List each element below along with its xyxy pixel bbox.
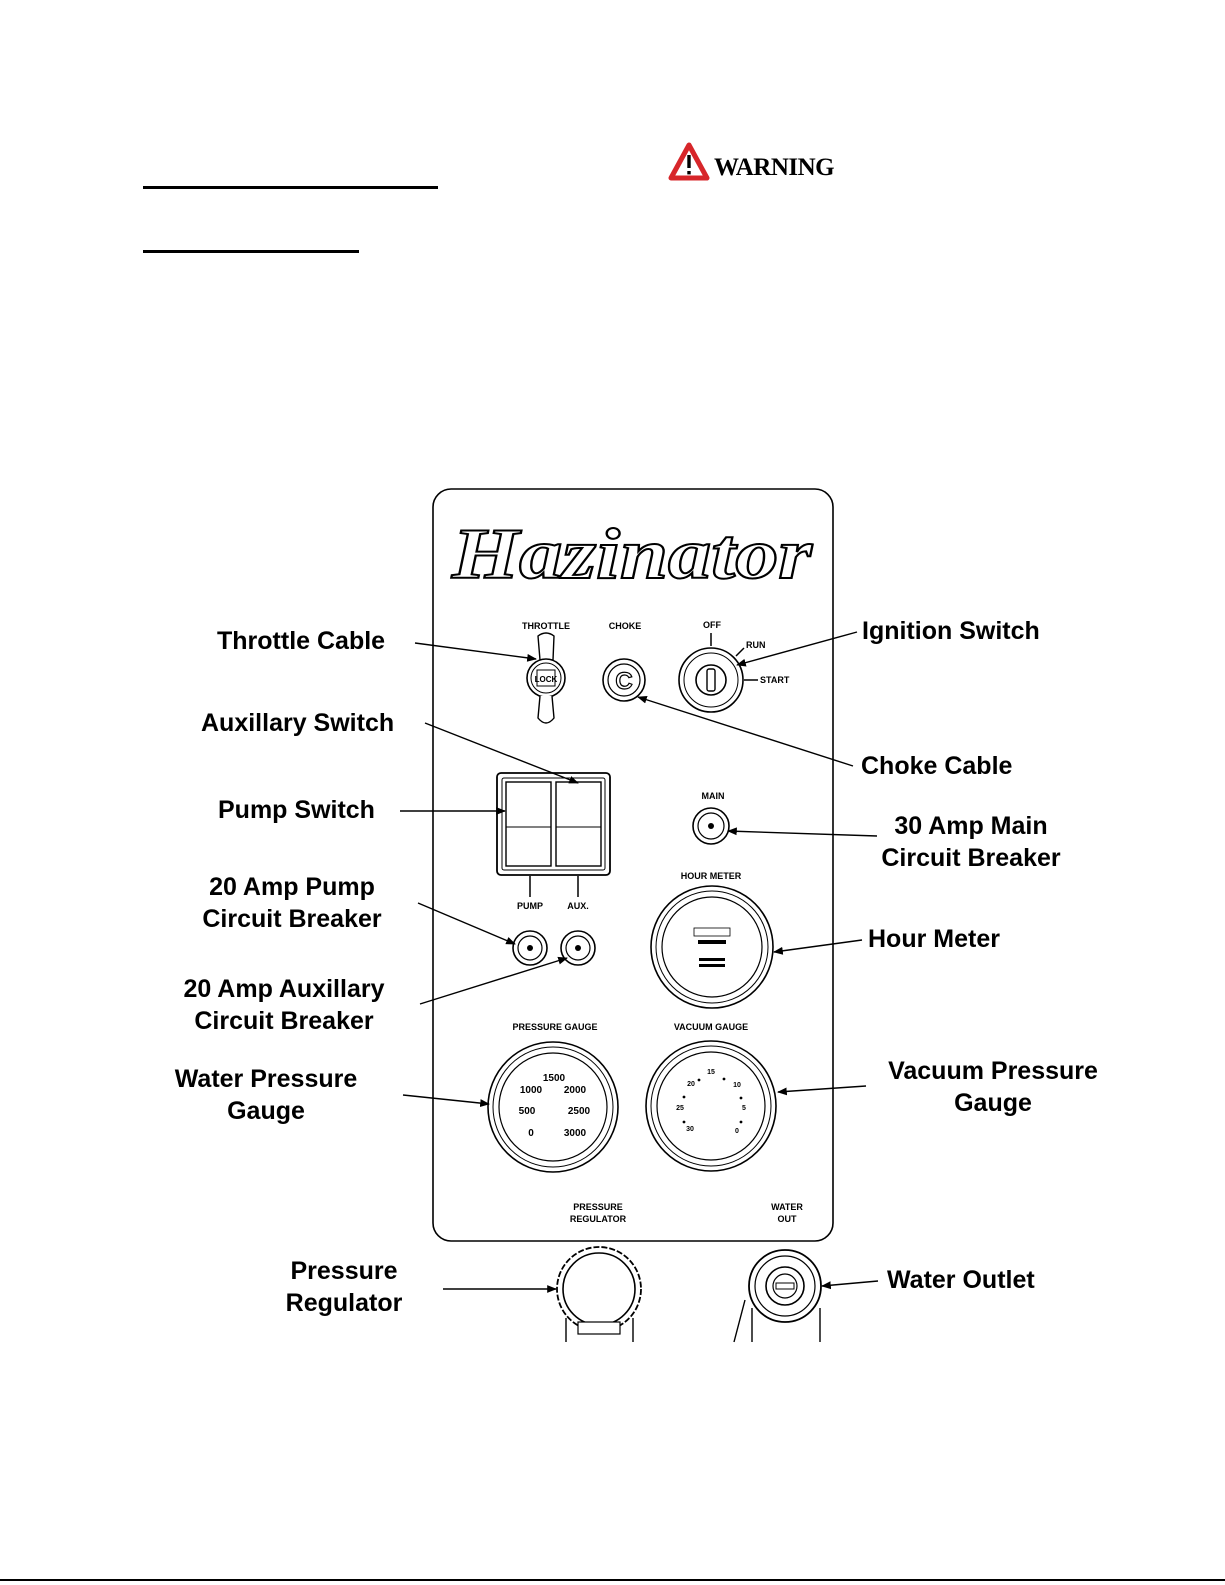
callout-pump-breaker-line-1: 20 Amp Pump	[209, 873, 375, 901]
pressure-tick-1500: 1500	[542, 1073, 566, 1084]
pressure-gauge-panel-label: PRESSURE GAUGE	[512, 1022, 598, 1032]
ignition-off-label: OFF	[703, 620, 721, 630]
callout-auxillary-circuit-breaker	[164, 973, 404, 1037]
pump-circuit-breaker[interactable]	[513, 931, 547, 965]
callout-throttle-cable: Throttle Cable	[217, 627, 386, 655]
vacuum-tick-15: 15	[707, 1069, 715, 1076]
callout-vacuum-pressure-line-1: Vacuum Pressure	[888, 1057, 1098, 1085]
vacuum-tick-5: 5	[742, 1105, 746, 1112]
pressure-regulator-panel-label-1: PRESSURE	[573, 1202, 623, 1212]
lock-label: LOCK	[534, 675, 558, 684]
callout-pump-circuit-breaker	[182, 871, 402, 935]
callout-water-outlet: Water Outlet	[887, 1266, 1035, 1294]
water-out-panel-label-1: WATER	[771, 1202, 803, 1212]
pump-rocker-switch[interactable]	[506, 782, 551, 866]
pressure-tick-0: 0	[528, 1128, 534, 1139]
vacuum-tick-20: 20	[687, 1081, 695, 1088]
throttle-knob[interactable]	[527, 633, 565, 723]
callout-water-pressure-line-1: Water Pressure	[174, 1065, 358, 1093]
callout-water-pressure-gauge	[156, 1063, 376, 1127]
vacuum-tick-10: 10	[733, 1082, 741, 1089]
leader-lines	[400, 632, 878, 1289]
water-outlet[interactable]	[734, 1250, 821, 1342]
callout-water-pressure-line-2: Gauge	[227, 1097, 305, 1125]
ignition-start-label: START	[760, 675, 790, 685]
page-bottom-rule	[0, 1579, 1225, 1581]
pressure-regulator-panel-label-2: REGULATOR	[569, 1214, 627, 1224]
water-out-panel-label-2: OUT	[777, 1214, 797, 1224]
aux-panel-label: AUX.	[567, 901, 589, 911]
throttle-panel-label: THROTTLE	[522, 621, 570, 631]
warning-label: WARNING	[714, 154, 835, 181]
callout-main-breaker-line-1: 30 Amp Main	[894, 812, 1048, 840]
pressure-regulator-knob[interactable]	[557, 1247, 641, 1342]
pressure-tick-500: 500	[518, 1106, 536, 1117]
hour-meter	[651, 886, 773, 1008]
auxillary-circuit-breaker[interactable]	[561, 931, 595, 965]
vacuum-tick-25: 25	[676, 1105, 684, 1112]
choke-panel-label: CHOKE	[608, 621, 642, 631]
callout-ignition-switch: Ignition Switch	[862, 617, 1040, 645]
vacuum-pressure-gauge	[646, 1041, 776, 1171]
water-pressure-gauge	[488, 1042, 618, 1172]
callout-main-circuit-breaker	[856, 810, 1086, 874]
callout-pressure-regulator	[264, 1255, 424, 1319]
callout-pressure-regulator-line-2: Regulator	[285, 1289, 403, 1317]
ignition-switch[interactable]	[679, 648, 743, 712]
main-panel-label: MAIN	[701, 791, 725, 801]
callout-aux-breaker-line-1: 20 Amp Auxillary	[183, 975, 385, 1003]
choke-knob[interactable]	[603, 659, 645, 701]
vacuum-tick-0: 0	[735, 1128, 739, 1135]
vacuum-gauge-panel-label: VACUUM GAUGE	[673, 1022, 749, 1032]
auxillary-rocker-switch[interactable]	[556, 782, 601, 866]
callout-vacuum-pressure-gauge	[868, 1055, 1118, 1119]
main-circuit-breaker[interactable]	[693, 808, 729, 844]
choke-knob-letter: C	[615, 668, 633, 695]
pump-panel-label: PUMP	[516, 901, 544, 911]
callout-main-breaker-line-2: Circuit Breaker	[881, 844, 1061, 872]
callout-pressure-regulator-line-1: Pressure	[290, 1257, 398, 1285]
pressure-tick-1000: 1000	[519, 1085, 543, 1096]
callout-aux-breaker-line-2: Circuit Breaker	[194, 1007, 374, 1035]
hour-meter-panel-label: HOUR METER	[680, 871, 742, 881]
callout-hour-meter: Hour Meter	[868, 925, 1000, 953]
pressure-tick-3000: 3000	[563, 1128, 587, 1139]
pressure-tick-2500: 2500	[567, 1106, 591, 1117]
callout-pump-switch: Pump Switch	[218, 796, 375, 824]
callout-pump-breaker-line-2: Circuit Breaker	[202, 905, 382, 933]
vacuum-tick-30: 30	[686, 1126, 694, 1133]
callout-vacuum-pressure-line-2: Gauge	[954, 1089, 1032, 1117]
ignition-run-label: RUN	[746, 640, 766, 650]
hazinator-logo: Hazinator	[450, 514, 814, 594]
pressure-tick-2000: 2000	[563, 1085, 587, 1096]
callout-choke-cable: Choke Cable	[861, 752, 1013, 780]
callout-auxillary-switch: Auxillary Switch	[201, 709, 395, 737]
